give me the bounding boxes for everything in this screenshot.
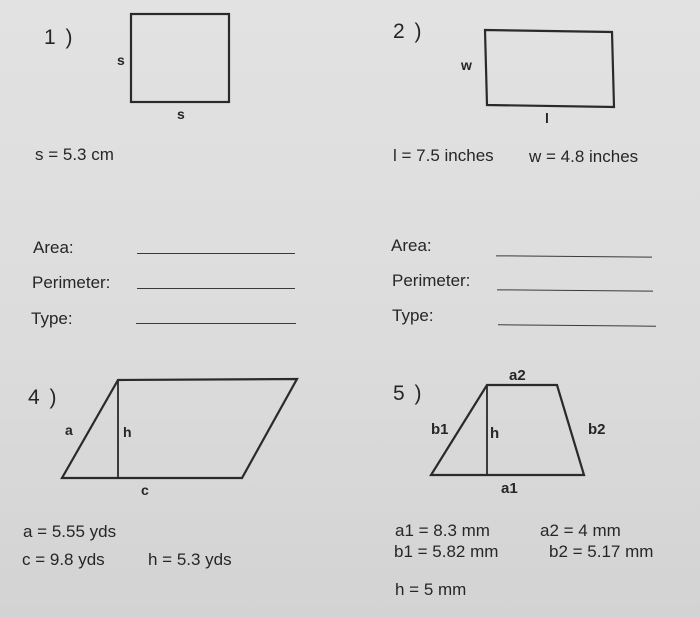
- problem-5-h-label: h: [490, 425, 500, 442]
- problem-1-number: 1 ): [44, 26, 75, 49]
- problem-4-number: 4 ): [28, 386, 59, 409]
- problem-2-given-l: l = 7.5 inches: [393, 146, 494, 165]
- problem-2-area-label: Area:: [391, 236, 432, 255]
- problem-5-given-a1: a1 = 8.3 mm: [395, 521, 490, 540]
- problem-5-b1-label: b1: [431, 421, 449, 438]
- problem-1-perimeter-label: Perimeter:: [32, 273, 111, 292]
- problem-2-given-w: w = 4.8 inches: [529, 147, 639, 166]
- problem-1-side-left-label: s: [117, 52, 125, 68]
- problem-5-b2-label: b2: [588, 421, 606, 438]
- problem-4-given-h: h = 5.3 yds: [148, 550, 232, 569]
- problem-4-h-label: h: [123, 424, 132, 440]
- problem-4-given-c: c = 9.8 yds: [22, 550, 105, 569]
- problem-5-a1-label: a1: [501, 480, 518, 497]
- problem-5-given-b2: b2 = 5.17 mm: [549, 542, 654, 561]
- problem-2-length-label: l: [545, 110, 549, 126]
- problem-5-given-b1: b1 = 5.82 mm: [394, 542, 499, 561]
- problem-5-given-h: h = 5 mm: [395, 580, 467, 599]
- problem-1-side-bottom-label: s: [177, 106, 185, 122]
- problem-2-number: 2 ): [393, 20, 424, 43]
- problem-2-perimeter-label: Perimeter:: [392, 271, 471, 290]
- problem-5-a2-label: a2: [509, 367, 526, 384]
- problem-4-c-label: c: [141, 482, 149, 498]
- problem-5-number: 5 ): [393, 382, 424, 405]
- problem-2-type-label: Type:: [392, 306, 434, 325]
- problem-4-a-label: a: [65, 422, 73, 438]
- problem-2-width-label: w: [461, 57, 472, 73]
- problem-1-given-s: s = 5.3 cm: [35, 145, 114, 164]
- problem-1-type-label: Type:: [31, 309, 73, 328]
- problem-4-given-a: a = 5.55 yds: [23, 522, 117, 541]
- problem-1-area-label: Area:: [33, 238, 74, 257]
- problem-5-given-a2: a2 = 4 mm: [540, 521, 621, 540]
